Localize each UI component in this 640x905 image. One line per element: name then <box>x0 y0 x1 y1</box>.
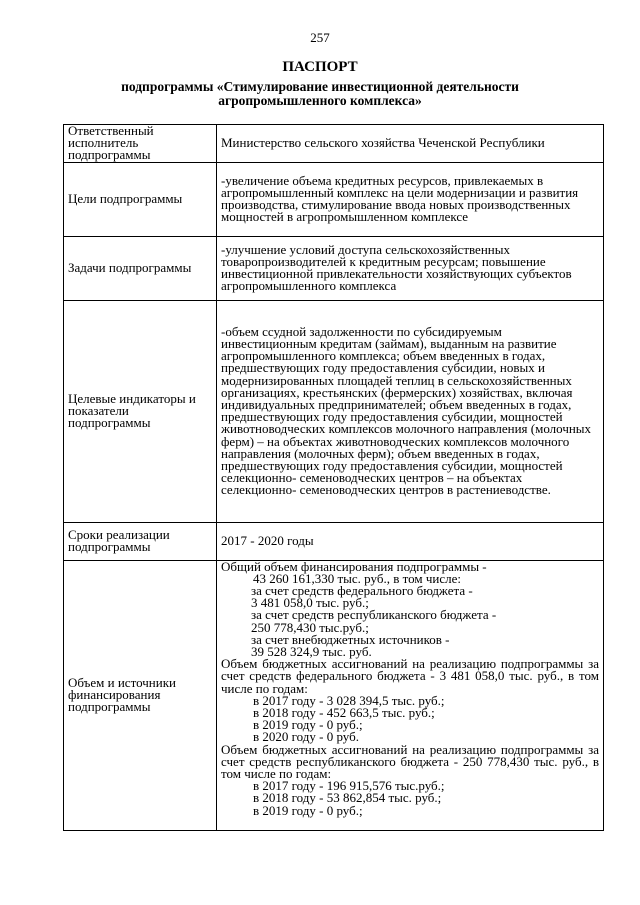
federal-2018: в 2018 году - 452 663,5 тыс. руб.; <box>253 705 435 721</box>
document-title: ПАСПОРТ <box>282 59 358 75</box>
row-terms <box>64 522 604 560</box>
terms-value: 2017 - 2020 годы <box>217 522 604 560</box>
federal-2017: в 2017 году - 3 028 394,5 тыс. руб.; <box>253 692 445 708</box>
tasks-label: Задачи подпрограммы <box>64 236 217 300</box>
indicators-value: -объем ссудной задолженности по субсидируемым инвестиционным кредитам (займам), выданным на развитие агропромышленного комплекса; объем введенных в годах, предшествующих году предоставления субсидии, новых и модернизированных площадей теплиц в сельскохозяйственных организациях, крестьянских (фермерских) хозяйствах, включая индивидуальных предпринимателей; объем введенных в годах, предшествующих году предоставления субсидии, мощностей животноводческих комплексов молочного направления (молочных ферм) – на объектах животноводческих комплексов молочного направления (молочных ферм); объем введенных в годах, предшествующих году предоставления субсидии, мощностей селекционно- семеноводческих центров – на объектах селекционно- семеноводческих центров в растениеводстве. <box>217 300 604 522</box>
federal-allocations-paragraph: Объем бюджетных ассигнований на реализацию подпрограммы за счет средств федерального бюджета - 3 481 058,0 тыс. руб., в том числе по годам: <box>221 656 599 696</box>
row-executor <box>64 125 604 163</box>
executor-value: Министерство сельского хозяйства Чеченской Республики <box>217 125 604 163</box>
federal-2019: в 2019 году - 0 руб.; <box>253 717 363 733</box>
row-indicators <box>64 300 604 522</box>
financing-extrabudget-line: за счет внебюджетных источников - <box>251 631 450 647</box>
executor-label: Ответственный исполнитель подпрограммы <box>64 125 217 163</box>
tasks-value: -улучшение условий доступа сельскохозяйственных товаропроизводителей к кредитным ресурсам; повышение инвестиционной привлекательности хозяйствующих субъектов агропромышленного комплекса <box>217 236 604 300</box>
row-goals <box>64 162 604 236</box>
financing-republican-amount: 250 778,430 тыс.руб.; <box>251 619 369 635</box>
terms-label: Сроки реализации подпрограммы <box>64 522 217 560</box>
row-tasks <box>64 236 604 300</box>
row-financing <box>64 560 604 830</box>
financing-republican-line: за счет средств республиканского бюджета - <box>251 607 497 623</box>
document-subtitle: подпрограммы «Стимулирование инвестиционной деятельности агропромышленного комплекса» <box>121 79 519 108</box>
financing-total-amount: 43 260 161,330 тыс. руб., в том числе: <box>253 570 461 586</box>
financing-label: Объем и источники финансирования подпрограммы <box>64 560 217 830</box>
goals-value: -увеличение объема кредитных ресурсов, привлекаемых в агропромышленный комплекс на цели модернизации и развития производства, стимулирование ввода новых производственных мощностей в агропромышленном комплексе <box>217 162 604 236</box>
federal-2020: в 2020 году - 0 руб. <box>253 729 359 745</box>
financing-total-line: Общий объем финансирования подпрограммы - <box>221 558 487 574</box>
financing-federal-amount: 3 481 058,0 тыс. руб.; <box>251 595 369 611</box>
republican-2018: в 2018 году - 53 862,854 тыс. руб.; <box>253 790 442 806</box>
financing-value <box>217 560 604 830</box>
goals-label: Цели подпрограммы <box>64 162 217 236</box>
republican-allocations-paragraph: Объем бюджетных ассигнований на реализацию подпрограммы за счет средств республиканского бюджета - 250 778,430 тыс. руб., в том числе по годам: <box>221 741 599 782</box>
republican-2019: в 2019 году - 0 руб.; <box>253 802 363 818</box>
indicators-label: Целевые индикаторы и показатели подпрограммы <box>64 300 217 522</box>
financing-federal-line: за счет средств федерального бюджета - <box>251 583 473 599</box>
page-number: 257 <box>310 30 330 45</box>
republican-2017: в 2017 году - 196 915,576 тыс.руб.; <box>253 778 445 794</box>
passport-table <box>63 124 604 831</box>
financing-extrabudget-amount: 39 528 324,9 тыс. руб. <box>251 644 372 660</box>
